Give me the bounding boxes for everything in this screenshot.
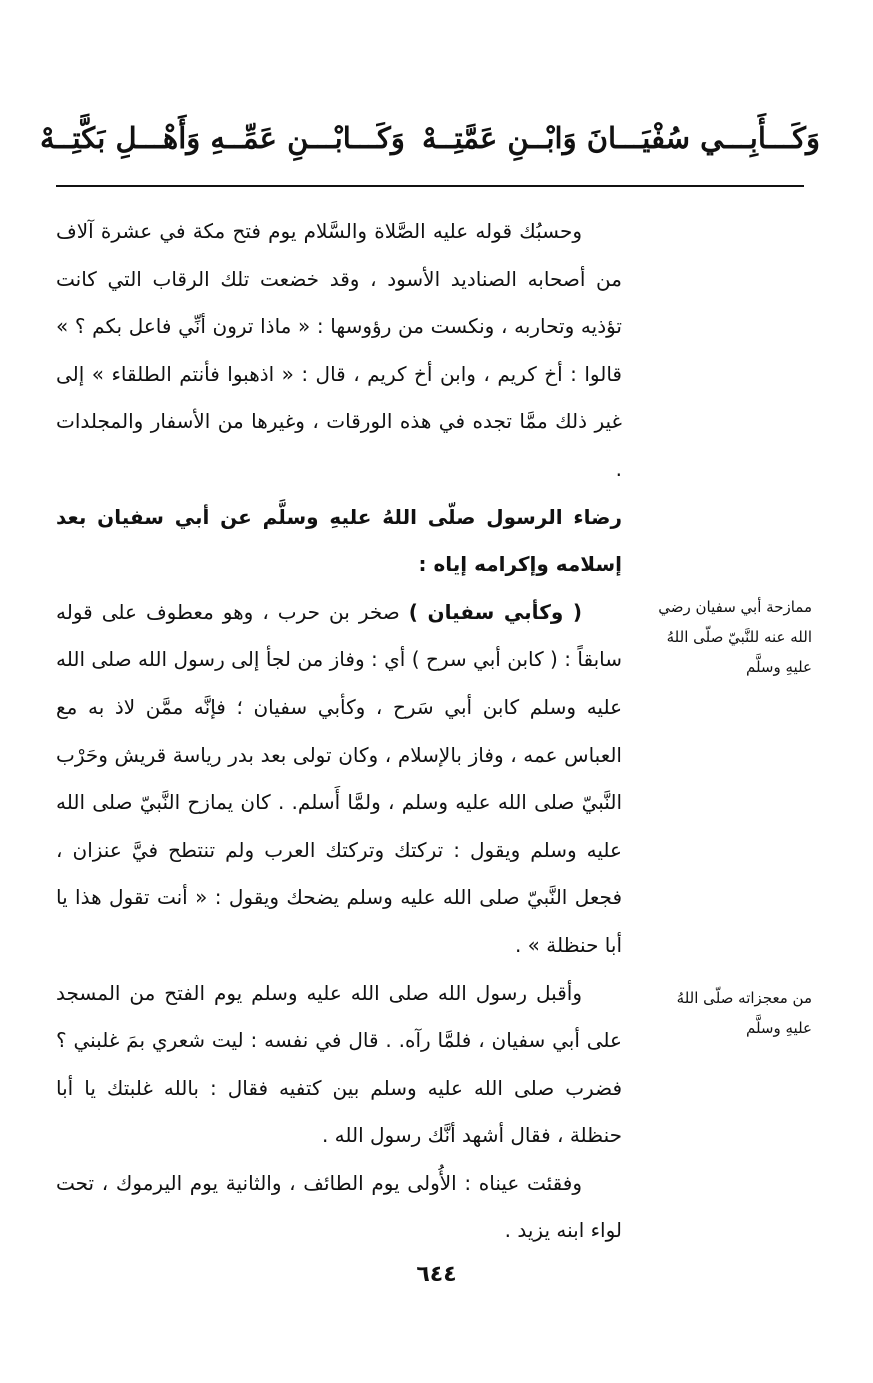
paragraph-1: وحسبُك قوله عليه الصَّلاة والسَّلام يوم فتح مكة في عشرة آلاف من أصحابه الصناديد الأسود ، وقد خضعت تلك الرقاب التي كانت تؤذيه وتحاربه ، ونكست من رؤوسها : « ماذا ترون أنِّي فاعل بكم ؟ » قالوا : أخ كريم ، وابن أخ كريم ، قال : « اذهبوا فأنتم الطلقاء » إلى غير ذلك ممَّا تجده في هذه الورقات ، وغيرها من الأسفار والمجلدات .	[56, 219, 622, 481]
margin-note-banter: ممازحة أبي سفيان رضي الله عنه للنَّبيّ صلّى اللهُ عليهِ وسلَّم	[658, 598, 812, 676]
paragraph-3-lead-rest: صخر بن حرب ، وهو معطوف على قوله	[56, 599, 409, 624]
main-text	[56, 208, 622, 1255]
paragraph-3-body: سابقاً : ( كابن أبي سرح ) أي : وفاز من لجأ إلى رسول الله صلى الله عليه وسلم كابن أبي سَرح ، وكأبي سفيان ؛ فإنَّه ممَّن لاذ به مع العباس عمه ، وفاز بالإسلام ، وكان تولى بعد بدر رياسة قريش وحَرْب النَّبيّ صلى الله عليه وسلم ، ولمَّا أَسلم. . كان يمازح النَّبيّ صلى الله عليه وسلم ويقول : تركتك وتركتك العرب ولم تنتطح فيَّ عنزان ، فجعل النَّبيّ صلى الله عليه وسلم يضحك ويقول : « أنت تقول هذا يا أبا حنظلة » .	[56, 647, 622, 957]
paragraph-4: وأقبل رسول الله صلى الله عليه وسلم يوم الفتح من المسجد على أبي سفيان ، فلمَّا رآه. . قال في نفسه : ليت شعري بمَ غلبني ؟ فضرب صلى الله عليه وسلم بين كتفيه فقال : بالله غلبتك يا أبا حنظلة ، فقال أشهد أنَّك رسول الله .	[56, 980, 622, 1148]
header-rule	[56, 185, 804, 187]
verse-header	[40, 108, 820, 168]
verse-left-hemistich: وَكَـــابْـــنِ عَمِّــهِ وَأَهْـــلِ بَكَّتِــهْ	[40, 121, 405, 155]
paragraph-5: وفقئت عيناه : الأُولى يوم الطائف ، والثانية يوم اليرموك ، تحت لواء ابنه يزيد .	[56, 1170, 622, 1243]
verse-right-hemistich: وَكَـــأَبِـــي سُفْيَـــانَ وَابْــنِ عَمَّتِــهْ	[421, 121, 820, 155]
page-number: ٦٤٤	[416, 1262, 457, 1287]
section-heading: رضاء الرسول صلّى اللهُ عليهِ وسلَّم عن أبي سفيان بعد إسلامه وإكرامه إياه :	[56, 504, 622, 577]
margin-note-miracles: من معجزاته صلّى اللهُ عليهِ وسلَّم	[676, 989, 812, 1037]
paragraph-3	[56, 589, 622, 970]
paragraph-3-lead: ( وكأبي سفيان )	[408, 599, 583, 624]
